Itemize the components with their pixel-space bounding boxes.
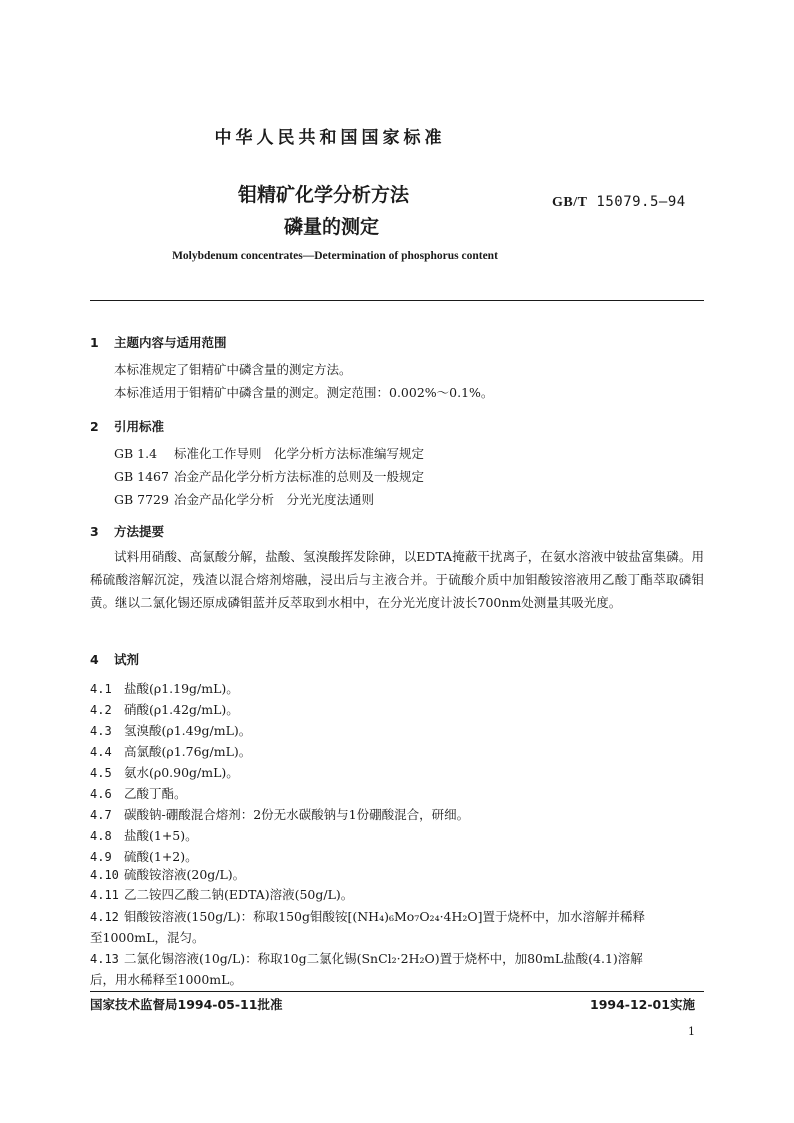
- section-number: 1: [90, 335, 99, 350]
- section-1-line-1: 本标准规定了钼精矿中磷含量的测定方法。: [114, 362, 352, 377]
- reagent-item: 4.9 硫酸(1+2)。: [90, 849, 198, 864]
- footer-rule: [90, 991, 704, 992]
- section-title: 主题内容与适用范围: [114, 335, 227, 350]
- method-summary-text: 试料用硝酸、高氯酸分解，盐酸、氢溴酸挥发除砷，以EDTA掩蔽干扰离子，在氨水溶液中铍盐富集磷。用稀硫酸溶解沉淀，残渣以混合熔剂熔融，浸出后与主液合并。于硫酸介质中加钼酸铵溶液用乙酸丁酯萃取磷钼黄。继以二氯化锡还原成磷钼蓝并反萃取到水相中，在分光光度计波长700nm处测量其吸光度。: [90, 549, 704, 610]
- reagent-item-4-13: 4.13 二氯化锡溶液(10g/L)：称取10g二氯化锡(SnCl₂·2H₂O)置于烧杯中，加80mL盐酸(4.1)溶解: [90, 951, 643, 966]
- standard-prefix: GB/T: [552, 195, 588, 210]
- section-number: 2: [90, 419, 99, 434]
- reagent-item: 4.10 硫酸铵溶液(20g/L)。: [90, 867, 246, 882]
- reference-code: GB 7729: [114, 492, 169, 507]
- approval-date: 国家技术监督局1994-05-11批准: [90, 997, 283, 1012]
- section-title: 试剂: [114, 652, 140, 667]
- header-rule: [90, 300, 704, 301]
- reference-code: GB 1467: [114, 469, 169, 484]
- reagent-item: 4.2 硝酸(ρ1.42g/mL)。: [90, 702, 239, 717]
- reagent-item: 4.1 盐酸(ρ1.19g/mL)。: [90, 681, 239, 696]
- reference-code: GB 1.4: [114, 446, 158, 461]
- reference-title: 标准化工作导则 化学分析方法标准编写规定: [174, 446, 425, 461]
- reagent-item: 4.5 氨水(ρ0.90g/mL)。: [90, 765, 239, 780]
- standard-code: [552, 194, 686, 211]
- reagent-item: 4.6 乙酸丁酯。: [90, 786, 187, 801]
- reagent-item: 4.11 乙二铵四乙酸二钠(EDTA)溶液(50g/L)。: [90, 887, 354, 902]
- title-line-1: 钼精矿化学分析方法: [238, 184, 410, 206]
- title-line-2: 磷量的测定: [284, 216, 380, 238]
- reagent-item-4-12-continued: 至1000mL，混匀。: [90, 930, 205, 945]
- section-number: 3: [90, 524, 99, 539]
- reference-item: [114, 490, 374, 508]
- english-title: Molybdenum concentrates—Determination of phosphorus content: [172, 250, 498, 262]
- standard-number: 15079.5—94: [596, 194, 686, 210]
- section-number: 4: [90, 652, 99, 667]
- section-3-heading: [90, 522, 164, 540]
- reference-item: [114, 467, 424, 485]
- reference-title: 冶金产品化学分析方法标准的总则及一般规定: [174, 469, 425, 484]
- section-title: 引用标准: [114, 419, 165, 434]
- reagent-item-4-13-continued: 后，用水稀释至1000mL。: [90, 972, 242, 987]
- section-title: 方法提要: [114, 524, 165, 539]
- section-2-heading: [90, 417, 164, 435]
- reference-item: [114, 444, 424, 462]
- reagent-item: 4.3 氢溴酸(ρ1.49g/mL)。: [90, 723, 252, 738]
- method-summary-paragraph: [90, 545, 704, 614]
- standard-header: 中华人民共和国国家标准: [214, 128, 446, 148]
- section-1-line-2: 本标准适用于钼精矿中磷含量的测定。测定范围：0.002%～0.1%。: [114, 385, 494, 400]
- page-number: 1: [688, 1025, 695, 1038]
- section-1-heading: [90, 333, 227, 351]
- reagent-item: 4.4 高氯酸(ρ1.76g/mL)。: [90, 744, 252, 759]
- reagent-item: 4.8 盐酸(1+5)。: [90, 828, 198, 843]
- section-4-heading: [90, 650, 139, 668]
- reagent-item: 4.7 碳酸钠-硼酸混合熔剂：2份无水碳酸钠与1份硼酸混合，研细。: [90, 807, 470, 822]
- implementation-date: 1994-12-01实施: [590, 997, 695, 1012]
- reference-title: 冶金产品化学分析 分光光度法通则: [174, 492, 375, 507]
- reagent-item-4-12: 4.12 钼酸铵溶液(150g/L)：称取150g钼酸铵[(NH₄)₆Mo₇O₂₄·4H₂O]置于烧杯中，加水溶解并稀释: [90, 909, 646, 924]
